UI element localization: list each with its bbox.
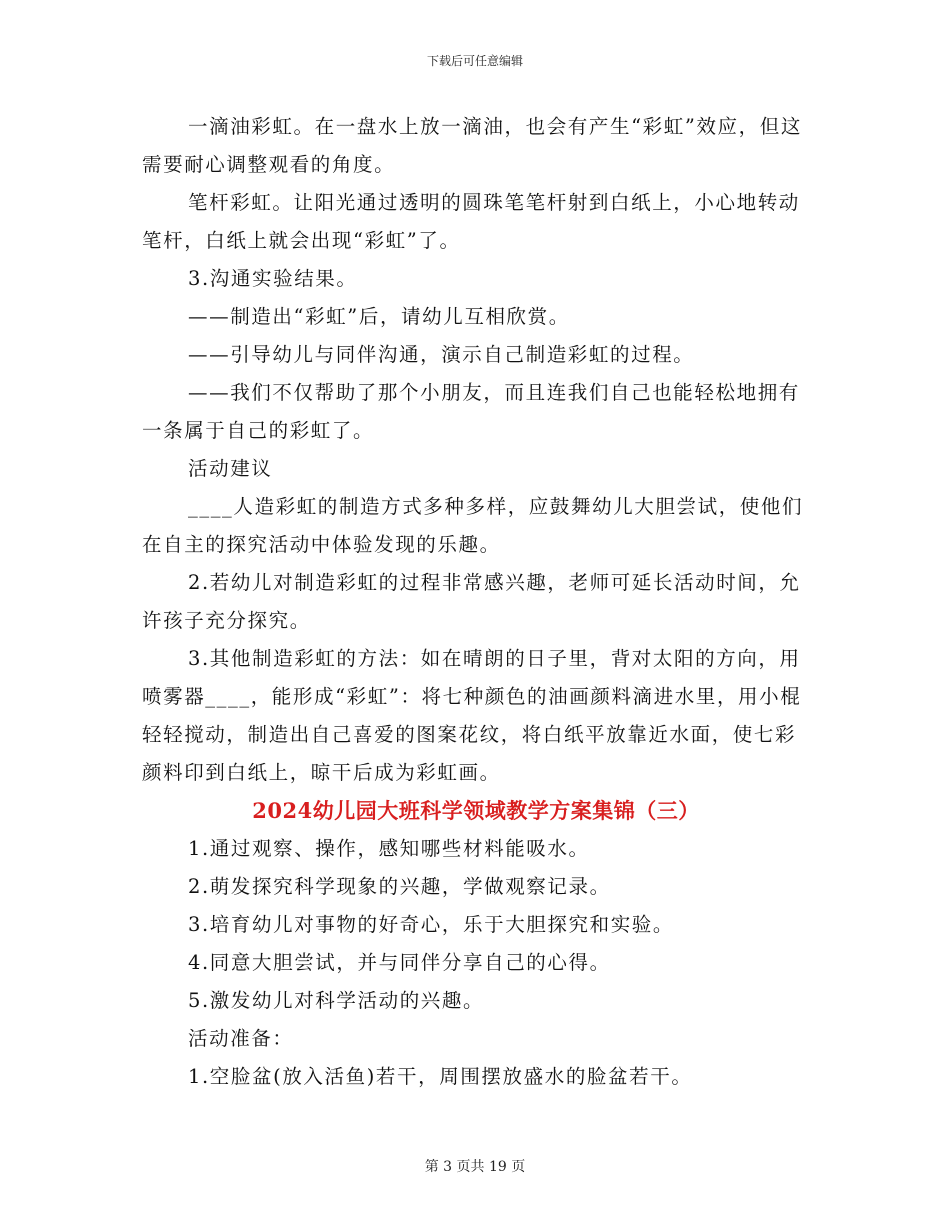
goal-item-4: 4.同意大胆尝试，并与同伴分享自己的心得。 <box>188 951 611 974</box>
paragraph-suggestion-2: 2.若幼儿对制造彩虹的过程非常感兴趣，老师可延长活动时间，允许孩子充分探究。 <box>142 571 801 632</box>
goal-item-1: 1.通过观察、操作，感知哪些材料能吸水。 <box>188 837 590 860</box>
page-footer: 第 3 页共 19 页 <box>424 1159 526 1175</box>
goal-item-2: 2.萌发探究科学现象的兴趣，学做观察记录。 <box>188 875 611 898</box>
paragraph-suggestion-3: 3.其他制造彩虹的方法：如在晴朗的日子里，背对太阳的方向，用喷雾器____，能形成“彩虹”：将七种颜色的油画颜料滴进水里，用小棍轻轻搅动，制造出自己喜爱的图案花纹，将白纸平放靠近水面，使七彩颜料印到白纸上，晾干后成为彩虹画。 <box>142 647 802 784</box>
preparation-item-1: 1.空脸盆(放入活鱼)若干，周围摆放盛水的脸盆若干。 <box>188 1065 693 1088</box>
paragraph-pen-rainbow: 笔杆彩虹。让阳光通过透明的圆珠笔笔杆射到白纸上，小心地转动笔杆，白纸上就会出现“彩虹”了。 <box>142 191 800 252</box>
document-body <box>142 108 810 1096</box>
paragraph-dash-3: ——我们不仅帮助了那个小朋友，而且连我们自己也能轻松地拥有一条属于自己的彩虹了。 <box>142 381 800 442</box>
paragraph-step-3: 3.沟通实验结果。 <box>188 267 358 290</box>
paragraph-suggestion-1: ____人造彩虹的制造方式多种多样，应鼓舞幼儿大胆尝试，使他们在自主的探究活动中体验发现的乐趣。 <box>142 495 804 556</box>
paragraph-dash-2: ——引导幼儿与同伴沟通，演示自己制造彩虹的过程。 <box>188 343 695 366</box>
paragraph-dash-1: ——制造出“彩虹”后，请幼儿互相欣赏。 <box>188 305 570 328</box>
section-title: 2024幼儿园大班科学领域教学方案集锦（三） <box>252 798 700 823</box>
heading-activity-suggestions: 活动建议 <box>188 457 273 480</box>
heading-activity-preparation: 活动准备： <box>188 1027 294 1050</box>
goal-item-3: 3.培育幼儿对事物的好奇心，乐于大胆探究和实验。 <box>188 913 675 936</box>
goal-item-5: 5.激发幼儿对科学活动的兴趣。 <box>188 989 485 1012</box>
page-header: 下载后可任意编辑 <box>426 54 523 68</box>
paragraph-oil-rainbow: 一滴油彩虹。在一盘水上放一滴油，也会有产生“彩虹”效应，但这需要耐心调整观看的角度。 <box>142 115 802 176</box>
